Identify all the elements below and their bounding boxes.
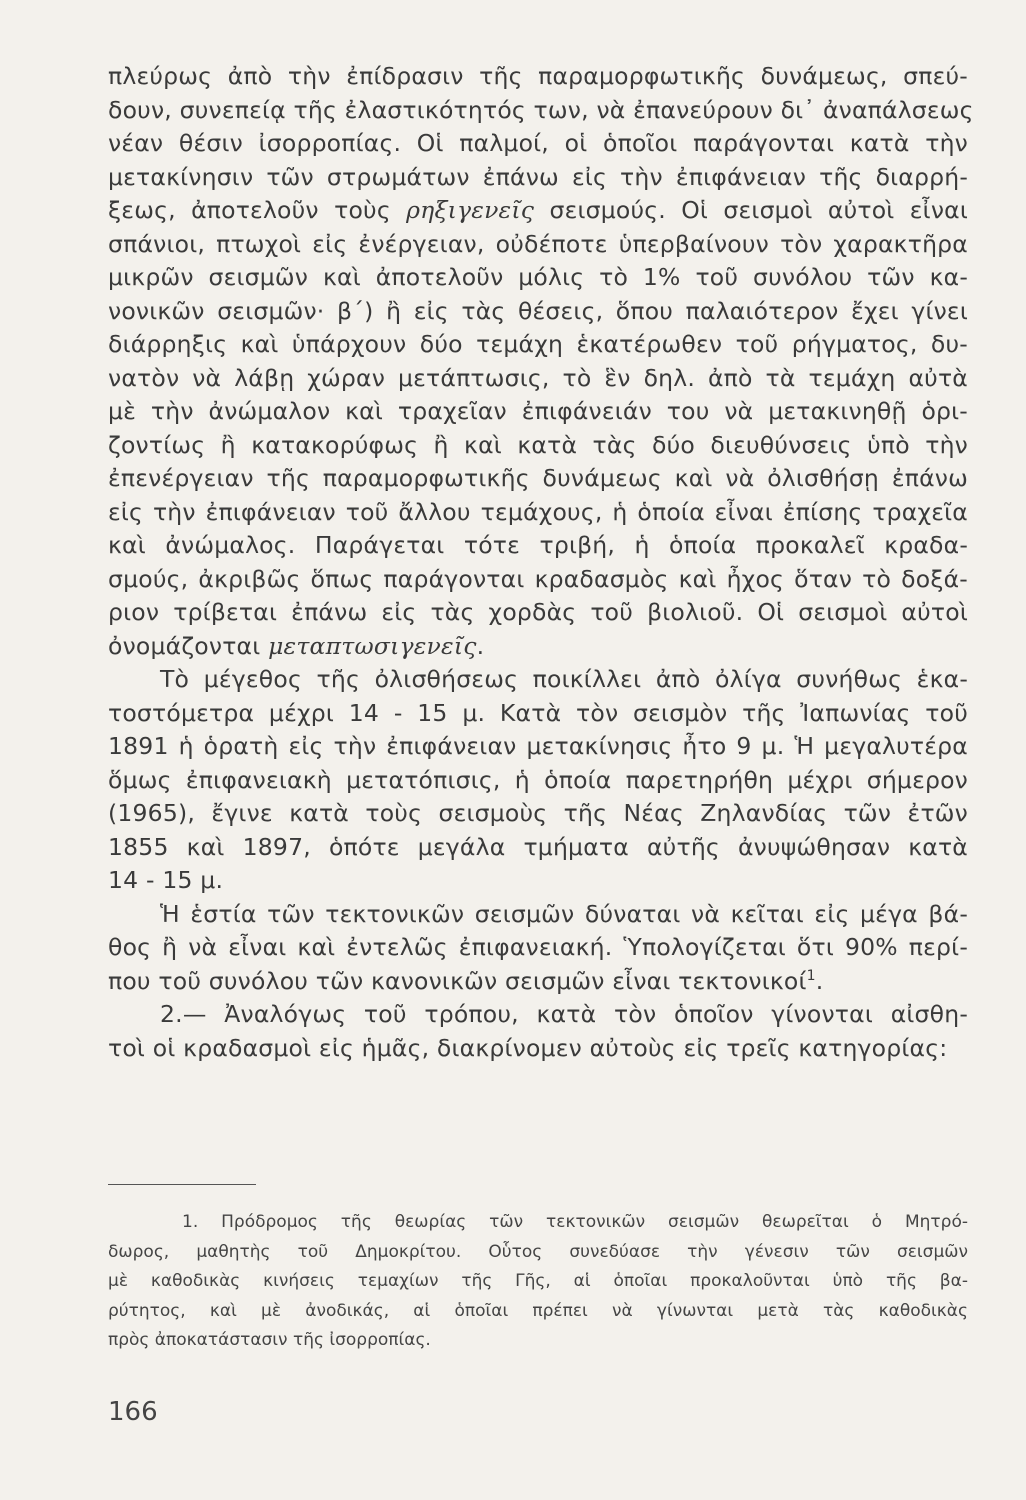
footnote-line	[108, 1208, 968, 1238]
text-line	[108, 998, 968, 1032]
text-line-post: .	[476, 631, 485, 660]
text-line-text: Τὸ μέγεθος τῆς ὀλισθήσεως ποικίλλει ἀπὸ ὀλίγα συνήθως ἑκα-	[160, 665, 968, 693]
text-line-text: καὶ ἀνώμαλος. Παράγεται τότε τριβή, ἡ ὁποία προκαλεῖ κραδα-	[108, 531, 968, 559]
text-line	[108, 261, 968, 295]
text-line-text: 1855 καὶ 1897, ὁπότε μεγάλα τμήματα αὐτῆς ἀνυψώθησαν κατὰ	[108, 832, 968, 861]
text-line	[108, 462, 968, 496]
footnote-line-text: μὲ καθοδικὰς κινήσεις τεμαχίων τῆς Γῆς, αἱ ὁποῖαι προκαλοῦνται ὑπὸ τῆς βα-	[108, 1271, 968, 1291]
text-line	[108, 60, 968, 94]
text-line-text: Ἡ ἑστία τῶν τεκτονικῶν σεισμῶν δύναται νὰ κεῖται εἰς μέγα βά-	[160, 899, 968, 928]
footnote-line-text: 1. Πρόδρομος τῆς θεωρίας τῶν τεκτονικῶν σεισμῶν θεωρεῖται ὁ Μητρό-	[182, 1212, 968, 1232]
text-line-text: ὅμως ἐπιφανειακὴ μετατόπισις, ἡ ὁποία παρετηρήθη μέχρι σήμερον	[108, 765, 968, 794]
text-line-post: σεισμούς. Οἱ σεισμοὶ αὐτοὶ εἶναι	[534, 196, 969, 224]
text-line	[108, 797, 968, 831]
text-line-text: νατὸν νὰ λάβῃ χώραν μετάπτωσις, τὸ ἓν δηλ. ἀπὸ τὰ τεμάχη αὐτὰ	[108, 363, 968, 392]
text-line-em: μεταπτωσιγενεῖς	[268, 631, 477, 660]
text-line-post: .	[815, 966, 824, 995]
text-line-text: ζοντίως ἢ κατακορύφως ἢ καὶ κατὰ τὰς δύο διευθύνσεις ὑπὸ τὴν	[108, 430, 968, 459]
text-line	[108, 161, 968, 195]
text-line-text: 14 - 15 μ.	[108, 866, 224, 894]
text-line-text: τοστόμετρα μέχρι 14 - 15 μ. Κατὰ τὸν σεισμὸν τῆς Ἰαπωνίας τοῦ	[108, 698, 968, 727]
page-number: 166	[108, 1397, 158, 1427]
footnote-line-text: δωρος, μαθητὴς τοῦ Δημοκρίτου. Οὗτος συνεδύασε τὴν γένεσιν τῶν σεισμῶν	[108, 1241, 968, 1262]
text-line	[108, 429, 968, 463]
footnote-line-text: ρύτητος, καὶ μὲ ἀνοδικάς, αἱ ὁποῖαι πρέπει νὰ γίνωνται μετὰ τὰς καθοδικὰς	[108, 1300, 968, 1321]
text-line	[108, 831, 968, 865]
text-line-text: που τοῦ συνόλου τῶν κανονικῶν σεισμῶν εἶναι τεκτονικοί	[108, 966, 807, 995]
text-line	[108, 295, 968, 329]
text-line-text: πλεύρως ἀπὸ τὴν ἐπίδρασιν τῆς παραμορφωτικῆς δυνάμεως, σπεύ-	[108, 62, 968, 90]
text-line-text: δουν, συνεπείᾳ τῆς ἐλαστικότητός των, νὰ ἐπανεύρουν δι᾽ ἀναπάλσεως	[108, 95, 974, 124]
text-line	[108, 94, 974, 128]
text-line-text: μὲ τὴν ἀνώμαλον καὶ τραχεῖαν ἐπιφάνειάν του νὰ μετακινηθῇ ὁρι-	[108, 397, 968, 425]
text-line	[108, 697, 968, 731]
text-line-text: εἰς τὴν ἐπιφάνειαν τοῦ ἄλλου τεμάχους, ἡ ὁποία εἶναι ἐπίσης τραχεῖα	[108, 497, 968, 526]
text-line-text: 1891 ἡ ὁρατὴ εἰς τὴν ἐπιφάνειαν μετακίνησις ἦτο 9 μ. Ἡ μεγαλυτέρα	[108, 732, 968, 760]
text-line	[108, 328, 968, 362]
text-line-text: σμούς, ἀκριβῶς ὅπως παράγονται κραδασμὸς καὶ ἦχος ὅταν τὸ δοξά-	[108, 564, 968, 593]
text-line-text: μετακίνησιν τῶν στρωμάτων ἐπάνω εἰς τὴν ἐπιφάνειαν τῆς διαρρή-	[108, 162, 968, 191]
text-line	[108, 194, 968, 228]
text-line-text: ριον τρίβεται ἐπάνω εἰς τὰς χορδὰς τοῦ βιολιοῦ. Οἱ σεισμοὶ αὐτοὶ	[108, 598, 968, 626]
text-line-text: διάρρηξις καὶ ὑπάρχουν δύο τεμάχη ἑκατέρωθεν τοῦ ρήγματος, δυ-	[108, 330, 968, 358]
text-line-text: θος ἢ νὰ εἶναι καὶ ἐντελῶς ἐπιφανειακή. Ὑπολογίζεται ὅτι 90% περί-	[108, 933, 968, 961]
text-line	[108, 663, 968, 697]
text-line-em: ρηξιγενεῖς	[406, 196, 535, 224]
text-line-pre: ξεως, ἀποτελοῦν τοὺς	[108, 196, 407, 224]
text-line	[108, 228, 968, 262]
text-line	[108, 529, 968, 563]
footnote-line	[108, 1326, 968, 1356]
text-line-text: (1965), ἔγινε κατὰ τοὺς σεισμοὺς τῆς Νέας Ζηλανδίας τῶν ἐτῶν	[108, 799, 968, 827]
text-line-text: τοὶ οἱ κραδασμοὶ εἰς ἡμᾶς, διακρίνομεν αὐτοὺς εἰς τρεῖς κατηγορίας:	[108, 1033, 948, 1062]
body-text	[108, 60, 974, 1065]
footnote-line	[108, 1297, 968, 1327]
text-line-pre: ὀνομάζονται	[108, 631, 269, 660]
footnote	[108, 1208, 968, 1356]
text-line	[108, 496, 968, 530]
text-line	[108, 127, 968, 161]
text-line-text: 2.— Ἀναλόγως τοῦ τρόπου, κατὰ τὸν ὁποῖον γίνονται αἰσθη-	[160, 1000, 968, 1028]
text-line	[108, 630, 968, 664]
text-line-text: νέαν θέσιν ἰσορροπίας. Οἱ παλμοί, οἱ ὁποῖοι παράγονται κατὰ τὴν	[108, 129, 968, 157]
footnote-line	[108, 1238, 968, 1268]
text-line	[108, 563, 968, 597]
text-line	[108, 596, 968, 630]
text-line	[108, 362, 968, 396]
text-line-sup: 1	[806, 967, 816, 984]
text-line-text: μικρῶν σεισμῶν καὶ ἀποτελοῦν μόλις τὸ 1% τοῦ συνόλου τῶν κα-	[108, 263, 968, 291]
footnote-line-text: πρὸς ἀποκατάστασιν τῆς ἰσορροπίας.	[108, 1330, 431, 1350]
footnote-line	[108, 1267, 968, 1297]
text-line-text: ἐπενέργειαν τῆς παραμορφωτικῆς δυνάμεως καὶ νὰ ὀλισθήσῃ ἐπάνω	[108, 464, 968, 492]
text-line	[108, 1032, 968, 1066]
text-line-text: σπάνιοι, πτωχοὶ εἰς ἐνέργειαν, οὐδέποτε ὑπερβαίνουν τὸν χαρακτῆρα	[108, 229, 968, 258]
text-line	[108, 898, 968, 932]
text-line-text: νονικῶν σεισμῶν· β΄) ἢ εἰς τὰς θέσεις, ὅπου παλαιότερον ἔχει γίνει	[108, 296, 968, 325]
text-line	[108, 764, 968, 798]
text-line	[108, 730, 968, 764]
text-line	[108, 931, 968, 965]
footnote-divider	[108, 1184, 256, 1185]
text-line	[108, 395, 968, 429]
text-line	[108, 864, 968, 898]
text-line	[108, 965, 968, 999]
